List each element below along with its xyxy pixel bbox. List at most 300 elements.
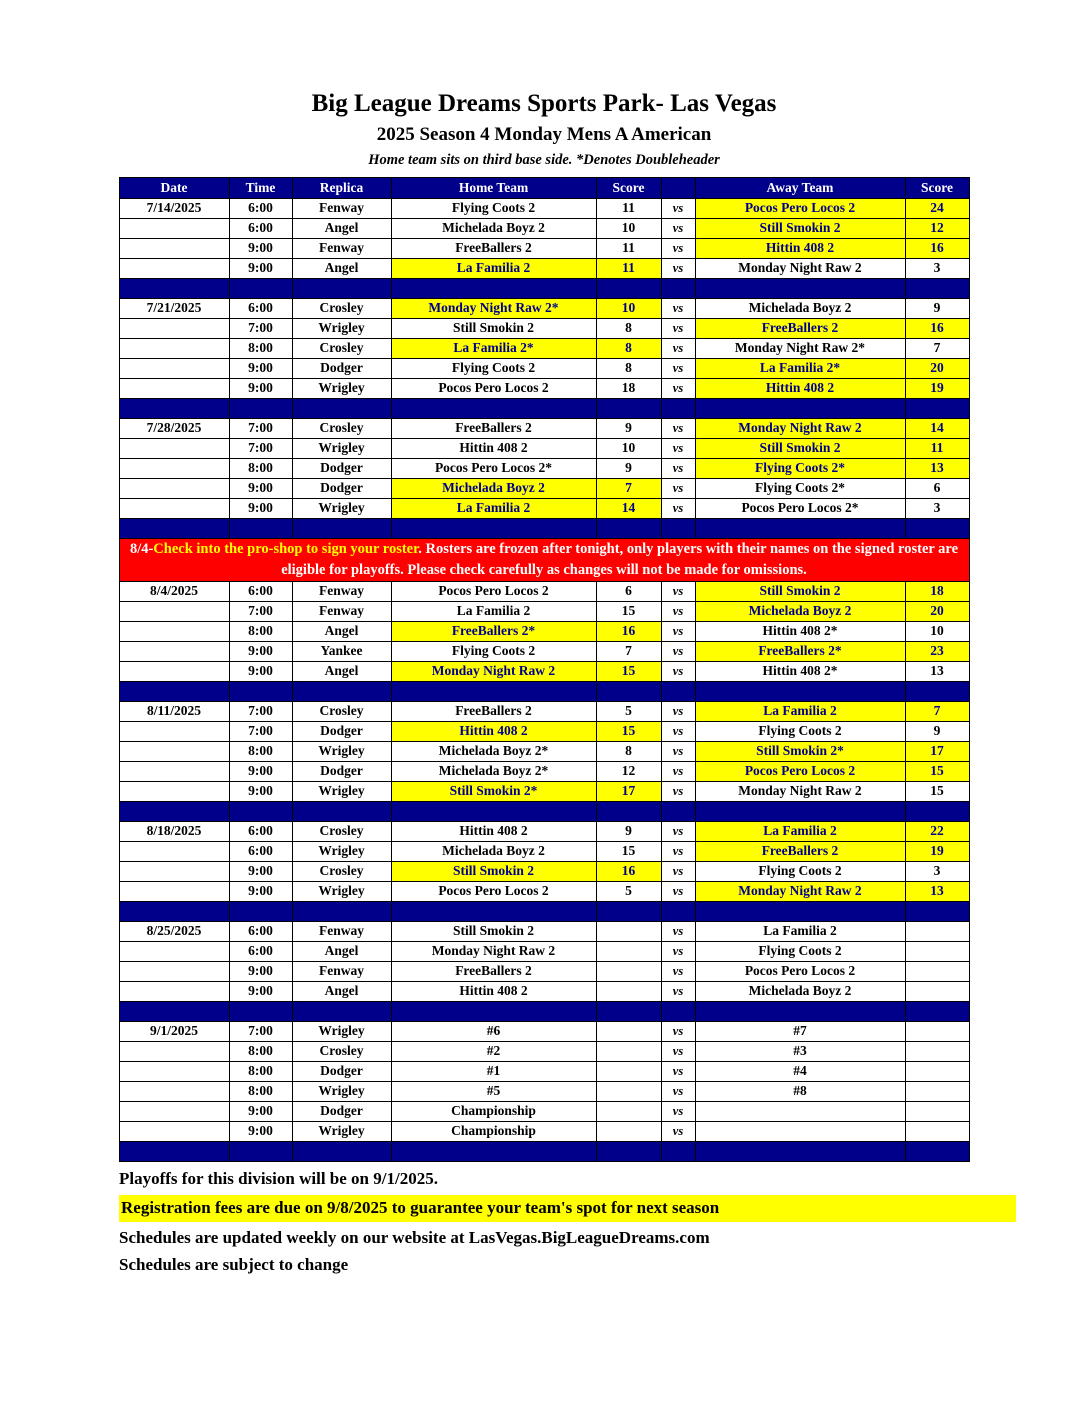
time-cell: 8:00 (229, 339, 292, 359)
home-team-cell: Michelada Boyz 2 (391, 479, 596, 499)
replica-cell: Angel (292, 942, 391, 962)
separator-cell (905, 682, 969, 702)
time-cell: 7:00 (229, 722, 292, 742)
time-cell: 6:00 (229, 822, 292, 842)
page-subtitle: 2025 Season 4 Monday Mens A American (376, 124, 712, 145)
date-cell (119, 882, 229, 902)
away-team-cell: Flying Coots 2 (695, 862, 905, 882)
separator-cell (695, 902, 905, 922)
roster-notice-text: 8/4-Check into the pro-shop to sign your roster. Rosters are frozen after tonight, only players with their names on the signed roster are eligible for playoffs. Please check carefully as changes will not be made for omissions. (119, 539, 969, 582)
replica-cell: Wrigley (292, 499, 391, 519)
time-cell: 8:00 (229, 1082, 292, 1102)
separator-cell (596, 682, 661, 702)
time-cell: 6:00 (229, 942, 292, 962)
column-header-replica: Replica (292, 178, 391, 199)
away-score-cell: 13 (905, 882, 969, 902)
home-team-cell: Flying Coots 2 (391, 199, 596, 219)
time-cell: 9:00 (229, 862, 292, 882)
date-cell: 8/25/2025 (119, 922, 229, 942)
vs-cell: vs (661, 439, 695, 459)
away-team-cell: Pocos Pero Locos 2 (695, 962, 905, 982)
separator-cell (391, 1142, 596, 1162)
home-score-cell: 8 (596, 359, 661, 379)
home-team-cell: Hittin 408 2 (391, 722, 596, 742)
roster-notice-row (119, 539, 969, 582)
game-row (119, 479, 969, 499)
date-cell (119, 662, 229, 682)
time-cell: 9:00 (229, 662, 292, 682)
home-score-cell: 16 (596, 862, 661, 882)
date-cell: 9/1/2025 (119, 1022, 229, 1042)
away-score-cell: 7 (905, 339, 969, 359)
away-team-cell: Hittin 408 2* (695, 662, 905, 682)
replica-cell: Wrigley (292, 1122, 391, 1142)
separator-row (119, 279, 969, 299)
away-score-cell: 20 (905, 359, 969, 379)
vs-cell: vs (661, 259, 695, 279)
away-score-cell: 22 (905, 822, 969, 842)
separator-cell (292, 1142, 391, 1162)
vs-cell: vs (661, 942, 695, 962)
home-team-cell: Pocos Pero Locos 2* (391, 459, 596, 479)
vs-cell: vs (661, 662, 695, 682)
away-score-cell (905, 922, 969, 942)
separator-cell (119, 279, 229, 299)
vs-cell: vs (661, 419, 695, 439)
replica-cell: Dodger (292, 762, 391, 782)
time-cell: 7:00 (229, 419, 292, 439)
home-team-cell: FreeBallers 2 (391, 419, 596, 439)
date-cell (119, 762, 229, 782)
vs-cell: vs (661, 822, 695, 842)
replica-cell: Crosley (292, 862, 391, 882)
time-cell: 9:00 (229, 982, 292, 1002)
vs-cell: vs (661, 239, 695, 259)
home-score-cell: 9 (596, 419, 661, 439)
home-score-cell: 10 (596, 299, 661, 319)
vs-cell: vs (661, 299, 695, 319)
separator-cell (292, 802, 391, 822)
replica-cell: Fenway (292, 199, 391, 219)
date-cell: 8/4/2025 (119, 582, 229, 602)
game-row (119, 1022, 969, 1042)
vs-cell: vs (661, 762, 695, 782)
footer-website-note: Schedules are updated weekly on our website at LasVegas.BigLeagueDreams.com (119, 1228, 710, 1248)
separator-cell (661, 399, 695, 419)
vs-cell: vs (661, 622, 695, 642)
separator-cell (596, 519, 661, 539)
away-score-cell: 17 (905, 742, 969, 762)
away-team-cell: La Familia 2 (695, 702, 905, 722)
replica-cell: Crosley (292, 822, 391, 842)
time-cell: 9:00 (229, 499, 292, 519)
home-team-cell: Monday Night Raw 2 (391, 942, 596, 962)
replica-cell: Dodger (292, 1102, 391, 1122)
time-cell: 9:00 (229, 1122, 292, 1142)
home-team-cell: Still Smokin 2 (391, 922, 596, 942)
home-score-cell (596, 1102, 661, 1122)
time-cell: 6:00 (229, 299, 292, 319)
home-score-cell (596, 1122, 661, 1142)
separator-cell (695, 519, 905, 539)
time-cell: 6:00 (229, 922, 292, 942)
separator-cell (292, 399, 391, 419)
vs-cell: vs (661, 219, 695, 239)
away-score-cell: 20 (905, 602, 969, 622)
away-team-cell: Hittin 408 2 (695, 239, 905, 259)
replica-cell: Dodger (292, 479, 391, 499)
vs-cell: vs (661, 642, 695, 662)
away-team-cell: Flying Coots 2 (695, 942, 905, 962)
date-cell (119, 339, 229, 359)
column-header-score-away: Score (905, 178, 969, 199)
away-team-cell: FreeBallers 2 (695, 842, 905, 862)
replica-cell: Dodger (292, 459, 391, 479)
separator-cell (905, 399, 969, 419)
home-team-cell: Pocos Pero Locos 2 (391, 582, 596, 602)
vs-cell: vs (661, 882, 695, 902)
separator-cell (292, 902, 391, 922)
roster-notice-highlight: Check into the pro-shop to sign your roster (153, 541, 419, 557)
separator-cell (119, 519, 229, 539)
game-row (119, 762, 969, 782)
vs-cell: vs (661, 742, 695, 762)
vs-cell: vs (661, 199, 695, 219)
game-row (119, 862, 969, 882)
separator-cell (229, 399, 292, 419)
date-cell: 8/18/2025 (119, 822, 229, 842)
away-team-cell: Pocos Pero Locos 2 (695, 199, 905, 219)
away-team-cell (695, 1102, 905, 1122)
date-cell (119, 239, 229, 259)
away-score-cell: 13 (905, 662, 969, 682)
away-score-cell: 16 (905, 239, 969, 259)
home-team-cell: Flying Coots 2 (391, 642, 596, 662)
home-score-cell: 9 (596, 459, 661, 479)
game-row (119, 1082, 969, 1102)
home-score-cell: 11 (596, 199, 661, 219)
home-team-cell: Flying Coots 2 (391, 359, 596, 379)
time-cell: 9:00 (229, 882, 292, 902)
date-cell: 7/28/2025 (119, 419, 229, 439)
away-score-cell (905, 962, 969, 982)
date-cell (119, 842, 229, 862)
time-cell: 9:00 (229, 642, 292, 662)
home-score-cell: 8 (596, 339, 661, 359)
away-score-cell: 6 (905, 479, 969, 499)
game-row (119, 419, 969, 439)
game-row (119, 359, 969, 379)
separator-cell (119, 1002, 229, 1022)
page-title: Big League Dreams Sports Park- Las Vegas (311, 90, 777, 117)
date-cell (119, 862, 229, 882)
separator-row (119, 519, 969, 539)
schedule-note: Home team sits on third base side. *Denotes Doubleheader (368, 152, 720, 168)
home-team-cell: Michelada Boyz 2* (391, 762, 596, 782)
time-cell: 8:00 (229, 622, 292, 642)
separator-row (119, 1002, 969, 1022)
away-team-cell: #4 (695, 1062, 905, 1082)
date-cell (119, 359, 229, 379)
separator-cell (229, 519, 292, 539)
time-cell: 7:00 (229, 319, 292, 339)
home-score-cell (596, 982, 661, 1002)
vs-cell: vs (661, 379, 695, 399)
home-score-cell: 15 (596, 842, 661, 862)
away-team-cell: FreeBallers 2 (695, 319, 905, 339)
home-score-cell: 16 (596, 622, 661, 642)
home-team-cell: Championship (391, 1122, 596, 1142)
separator-row (119, 802, 969, 822)
replica-cell: Fenway (292, 602, 391, 622)
separator-cell (391, 399, 596, 419)
separator-row (119, 399, 969, 419)
away-team-cell: Still Smokin 2 (695, 219, 905, 239)
home-score-cell (596, 1022, 661, 1042)
away-score-cell: 12 (905, 219, 969, 239)
separator-cell (596, 1142, 661, 1162)
game-row (119, 1042, 969, 1062)
date-cell (119, 982, 229, 1002)
home-score-cell: 14 (596, 499, 661, 519)
date-cell (119, 1042, 229, 1062)
separator-cell (119, 399, 229, 419)
replica-cell: Fenway (292, 239, 391, 259)
separator-cell (229, 902, 292, 922)
separator-cell (905, 802, 969, 822)
time-cell: 7:00 (229, 602, 292, 622)
home-score-cell: 6 (596, 582, 661, 602)
separator-cell (391, 802, 596, 822)
game-row (119, 219, 969, 239)
home-score-cell: 15 (596, 662, 661, 682)
separator-cell (661, 279, 695, 299)
home-score-cell (596, 1042, 661, 1062)
vs-cell: vs (661, 1062, 695, 1082)
replica-cell: Angel (292, 662, 391, 682)
separator-cell (695, 1002, 905, 1022)
separator-cell (596, 902, 661, 922)
replica-cell: Crosley (292, 339, 391, 359)
replica-cell: Angel (292, 982, 391, 1002)
away-team-cell: Pocos Pero Locos 2* (695, 499, 905, 519)
table-header-row (119, 178, 969, 199)
home-team-cell: Michelada Boyz 2 (391, 219, 596, 239)
home-score-cell: 5 (596, 882, 661, 902)
away-team-cell: Michelada Boyz 2 (695, 982, 905, 1002)
away-team-cell: Flying Coots 2* (695, 479, 905, 499)
date-cell (119, 1102, 229, 1122)
column-header-home-team: Home Team (391, 178, 596, 199)
date-cell: 8/11/2025 (119, 702, 229, 722)
home-team-cell: Monday Night Raw 2 (391, 662, 596, 682)
vs-cell: vs (661, 1122, 695, 1142)
time-cell: 8:00 (229, 1062, 292, 1082)
away-team-cell: FreeBallers 2* (695, 642, 905, 662)
vs-cell: vs (661, 782, 695, 802)
replica-cell: Angel (292, 259, 391, 279)
time-cell: 9:00 (229, 762, 292, 782)
away-score-cell: 7 (905, 702, 969, 722)
time-cell: 6:00 (229, 219, 292, 239)
home-team-cell: Still Smokin 2 (391, 319, 596, 339)
vs-cell: vs (661, 1082, 695, 1102)
footer-subject-to-change-note: Schedules are subject to change (119, 1255, 349, 1275)
replica-cell: Dodger (292, 359, 391, 379)
time-cell: 9:00 (229, 359, 292, 379)
home-score-cell: 15 (596, 602, 661, 622)
away-score-cell: 3 (905, 259, 969, 279)
game-row (119, 842, 969, 862)
date-cell (119, 459, 229, 479)
separator-cell (391, 279, 596, 299)
separator-cell (695, 802, 905, 822)
home-score-cell (596, 1062, 661, 1082)
away-score-cell: 11 (905, 439, 969, 459)
separator-cell (391, 519, 596, 539)
footer-registration-note: Registration fees are due on 9/8/2025 to guarantee your team's spot for next season (119, 1195, 1016, 1222)
date-cell (119, 499, 229, 519)
separator-cell (119, 902, 229, 922)
column-header-vs (661, 178, 695, 199)
time-cell: 8:00 (229, 459, 292, 479)
separator-cell (661, 682, 695, 702)
home-team-cell: #2 (391, 1042, 596, 1062)
separator-cell (229, 1002, 292, 1022)
separator-cell (695, 399, 905, 419)
away-score-cell (905, 1022, 969, 1042)
away-score-cell: 19 (905, 842, 969, 862)
separator-cell (661, 802, 695, 822)
replica-cell: Fenway (292, 962, 391, 982)
date-cell (119, 1062, 229, 1082)
separator-cell (391, 682, 596, 702)
home-score-cell: 12 (596, 762, 661, 782)
home-team-cell: Championship (391, 1102, 596, 1122)
home-team-cell: FreeBallers 2 (391, 239, 596, 259)
date-cell (119, 439, 229, 459)
game-row (119, 702, 969, 722)
away-team-cell (695, 1122, 905, 1142)
home-score-cell: 8 (596, 742, 661, 762)
date-cell: 7/14/2025 (119, 199, 229, 219)
away-team-cell: Still Smokin 2 (695, 439, 905, 459)
separator-cell (661, 1142, 695, 1162)
separator-cell (119, 1142, 229, 1162)
home-team-cell: La Familia 2 (391, 499, 596, 519)
separator-cell (229, 802, 292, 822)
away-score-cell: 18 (905, 582, 969, 602)
game-row (119, 742, 969, 762)
home-team-cell: #6 (391, 1022, 596, 1042)
column-header-time: Time (229, 178, 292, 199)
vs-cell: vs (661, 1102, 695, 1122)
away-score-cell: 13 (905, 459, 969, 479)
home-team-cell: Pocos Pero Locos 2 (391, 882, 596, 902)
time-cell: 7:00 (229, 439, 292, 459)
separator-cell (292, 1002, 391, 1022)
home-score-cell: 18 (596, 379, 661, 399)
vs-cell: vs (661, 459, 695, 479)
vs-cell: vs (661, 702, 695, 722)
time-cell: 6:00 (229, 842, 292, 862)
separator-cell (391, 1002, 596, 1022)
away-team-cell: Still Smokin 2* (695, 742, 905, 762)
separator-cell (905, 1142, 969, 1162)
separator-cell (119, 802, 229, 822)
replica-cell: Dodger (292, 722, 391, 742)
replica-cell: Fenway (292, 582, 391, 602)
away-score-cell (905, 982, 969, 1002)
away-score-cell: 14 (905, 419, 969, 439)
separator-cell (695, 279, 905, 299)
time-cell: 9:00 (229, 782, 292, 802)
game-row (119, 662, 969, 682)
replica-cell: Wrigley (292, 742, 391, 762)
away-score-cell: 9 (905, 722, 969, 742)
replica-cell: Wrigley (292, 842, 391, 862)
home-team-cell: Pocos Pero Locos 2 (391, 379, 596, 399)
away-score-cell (905, 1102, 969, 1122)
separator-row (119, 1142, 969, 1162)
separator-cell (229, 682, 292, 702)
vs-cell: vs (661, 479, 695, 499)
game-row (119, 499, 969, 519)
separator-cell (292, 519, 391, 539)
home-team-cell: FreeBallers 2* (391, 622, 596, 642)
away-score-cell: 19 (905, 379, 969, 399)
home-score-cell (596, 922, 661, 942)
away-team-cell: Michelada Boyz 2 (695, 299, 905, 319)
footer-playoffs-note: Playoffs for this division will be on 9/1/2025. (119, 1169, 438, 1189)
vs-cell: vs (661, 602, 695, 622)
game-row (119, 622, 969, 642)
home-score-cell: 5 (596, 702, 661, 722)
home-score-cell: 10 (596, 219, 661, 239)
home-team-cell: FreeBallers 2 (391, 962, 596, 982)
separator-cell (391, 902, 596, 922)
away-team-cell: #7 (695, 1022, 905, 1042)
game-row (119, 459, 969, 479)
home-team-cell: Still Smokin 2* (391, 782, 596, 802)
home-team-cell: #1 (391, 1062, 596, 1082)
game-row (119, 642, 969, 662)
away-score-cell: 24 (905, 199, 969, 219)
away-score-cell: 16 (905, 319, 969, 339)
date-cell (119, 379, 229, 399)
replica-cell: Crosley (292, 1042, 391, 1062)
away-team-cell: Monday Night Raw 2 (695, 419, 905, 439)
vs-cell: vs (661, 359, 695, 379)
away-team-cell: Still Smokin 2 (695, 582, 905, 602)
home-score-cell: 15 (596, 722, 661, 742)
time-cell: 8:00 (229, 742, 292, 762)
replica-cell: Angel (292, 219, 391, 239)
game-row (119, 782, 969, 802)
replica-cell: Yankee (292, 642, 391, 662)
away-team-cell: Monday Night Raw 2 (695, 259, 905, 279)
away-team-cell: La Familia 2 (695, 822, 905, 842)
game-row (119, 259, 969, 279)
date-cell (119, 962, 229, 982)
date-cell (119, 642, 229, 662)
separator-cell (661, 519, 695, 539)
away-team-cell: Monday Night Raw 2* (695, 339, 905, 359)
away-score-cell: 15 (905, 782, 969, 802)
home-score-cell: 8 (596, 319, 661, 339)
date-cell: 7/21/2025 (119, 299, 229, 319)
time-cell: 9:00 (229, 962, 292, 982)
